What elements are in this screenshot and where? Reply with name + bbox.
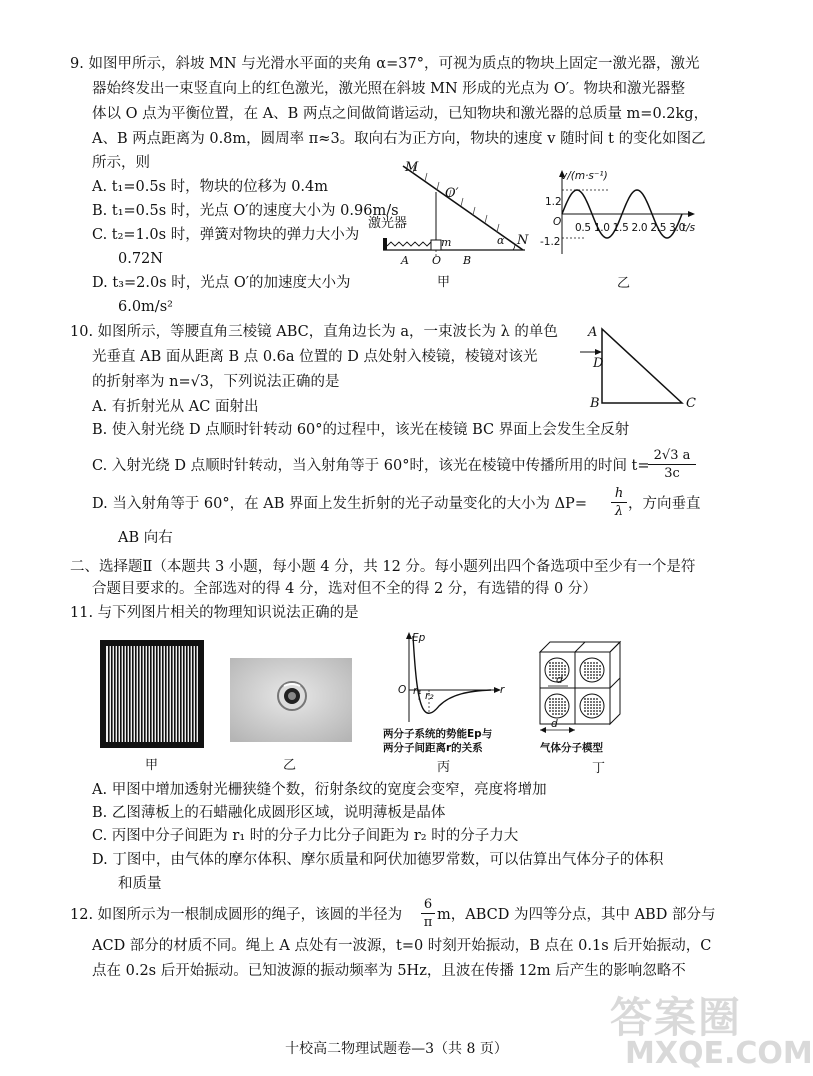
q10-prism-label-d: D	[593, 356, 604, 371]
q9-graph-y-min: -1.2	[540, 236, 561, 248]
q9-fig-label-laser: 激光器	[368, 216, 408, 231]
q9-fig-label-b: B	[463, 254, 472, 267]
section-2-heading: 二、选择题Ⅱ（本题共 3 小题，每小题 4 分，共 12 分。每小题列出四个备选项中至少有一个是符	[70, 559, 696, 575]
q11-curve-note-1: 两分子系统的势能Ep与	[383, 728, 493, 740]
q9-line-4: A、B 两点距离为 0.8m，圆周率 π≈3。取向右为正方向，物块的速度 v 随时间 t 的变化如图乙	[92, 131, 706, 147]
q9-graph-y-max: 1.2	[545, 196, 562, 208]
q10-prism-label-c: C	[686, 396, 696, 411]
q10-line-2: 光垂直 AB 面从距离 B 点 0.6a 位置的 D 点处射入棱镜，棱镜对该光	[92, 349, 538, 365]
q10-prism-label-b: B	[590, 396, 600, 411]
q11-caption-jia: 甲	[145, 758, 159, 773]
q12-line-2: ACD 部分的材质不同。绳上 A 点处有一波源，t=0 时刻开始振动，B 点在 0.1s 后开始振动，C	[92, 938, 712, 954]
q10-prism-label-a: A	[588, 325, 598, 340]
q9-line-2: 器始终发出一束竖直向上的红色激光，激光照在斜坡 MN 形成的光点为 O′。物块和激光器整	[92, 81, 686, 97]
q9-fig-label-a: A	[401, 254, 409, 267]
q12-radius-denominator: π	[423, 915, 433, 930]
q11-wax-plate-image	[230, 658, 352, 742]
page-footer: 十校高二物理试题卷—3（共 8 页）	[285, 1041, 508, 1057]
watermark-logo-top: 答案圈	[610, 993, 743, 1042]
q9-fig-caption-yi: 乙	[617, 276, 631, 291]
q9-line-1: 9. 如图甲所示，斜坡 MN 与光滑水平面的夹角 α=37°，可视为质点的物块上固定一激光器，激光	[70, 56, 700, 72]
q9-fig-label-o-prime: O′	[445, 186, 459, 201]
q11-option-a: A. 甲图中增加透射光栅狭缝个数，衍射条纹的宽度会变窄，亮度将增加	[92, 782, 547, 798]
q9-fig-caption-jia: 甲	[437, 275, 451, 290]
q9-option-c: C. t₂=1.0s 时，弹簧对物块的弹力大小为	[92, 227, 360, 243]
q12-line-1-tail: m，ABCD 为四等分点，其中 ABD 部分与	[437, 907, 716, 923]
q10-line-3: 的折射率为 n=√3，下列说法正确的是	[92, 374, 340, 390]
q11-curve-xlabel: r	[500, 684, 505, 696]
q9-option-d-cont: 6.0m/s²	[118, 299, 173, 315]
q11-option-b: B. 乙图薄板上的石蜡融化成圆形区域，说明薄板是晶体	[92, 805, 446, 821]
q9-fig-label-o: O	[432, 254, 442, 267]
q9-graph-origin: O	[553, 216, 562, 228]
q11-caption-bing: 丙	[437, 760, 451, 775]
q11-option-c: C. 丙图中分子间距为 r₁ 时的分子力比分子间距为 r₂ 时的分子力大	[92, 828, 519, 844]
q11-gas-model-figure	[528, 638, 628, 740]
q9-option-b: B. t₁=0.5s 时，光点 O′的速度大小为 0.96m/s	[92, 203, 399, 219]
q9-fig-label-m-point: M	[405, 160, 419, 175]
q10-option-d-tail: ，方向垂直	[628, 496, 701, 512]
q11-option-d-cont: 和质量	[118, 876, 162, 892]
q10-option-d: D. 当入射角等于 60°，在 AB 界面上发生折射的光子动量变化的大小为 ΔP=	[92, 496, 587, 512]
q11-caption-ding: 丁	[592, 761, 606, 776]
q11-model-d-label: d	[551, 718, 558, 730]
section-2-heading-cont: 合题目要求的。全部选对的得 4 分，选对但不全的得 2 分，有选错的得 0 分）	[92, 581, 597, 597]
q11-line-1: 11. 与下列图片相关的物理知识说法正确的是	[70, 605, 359, 621]
q11-model-note: 气体分子模型	[540, 742, 603, 754]
q11-potential-curve	[395, 630, 505, 725]
q10-line-1: 10. 如图所示，等腰直角三棱镜 ABC，直角边长为 a，一束波长为 λ 的单色	[70, 324, 558, 340]
q9-fig-label-n-point: N	[517, 233, 529, 248]
q10-option-d-cont: AB 向右	[118, 530, 173, 546]
q10-option-b: B. 使入射光绕 D 点顺时针转动 60°的过程中，该光在棱镜 BC 界面上会发生全反射	[92, 422, 630, 438]
watermark-logo-bottom: MXQE.COM	[625, 1036, 813, 1071]
q11-option-d: D. 丁图中，由气体的摩尔体积、摩尔质量和阿伏加德罗常数，可以估算出气体分子的体积	[92, 852, 664, 868]
q9-line-5: 所示，则	[92, 155, 150, 171]
q9-line-3: 体以 O 点为平衡位置，在 A、B 两点之间做简谐运动，已知物块和激光器的总质量 m=0.2kg，	[92, 106, 709, 122]
q9-graph-x-ticks: 0.5 1.0 1.5 2.0 2.5 3.0	[575, 222, 685, 234]
q9-fig-label-alpha: α	[497, 234, 505, 247]
q9-option-d: D. t₃=2.0s 时，光点 O′的加速度大小为	[92, 275, 351, 291]
q9-option-a: A. t₁=0.5s 时，物块的位移为 0.4m	[92, 179, 329, 195]
q11-curve-r1: r₁	[413, 685, 422, 697]
q10-option-d-numerator: h	[611, 486, 627, 503]
q10-option-c-numerator: 2√3 a	[648, 448, 696, 465]
q11-caption-yi: 乙	[283, 758, 297, 773]
q11-grating-image	[100, 640, 204, 748]
q9-fig-label-mass: m	[441, 236, 452, 249]
q9-graph-xlabel: t/s	[682, 222, 696, 234]
q10-option-d-denominator: λ	[614, 504, 624, 519]
q12-radius-numerator: 6	[421, 897, 435, 914]
q11-curve-note-2: 两分子间距离r的关系	[383, 742, 483, 754]
q11-curve-origin: O	[398, 684, 407, 696]
q9-option-c-cont: 0.72N	[118, 251, 163, 267]
q12-line-3: 点在 0.2s 后开始振动。已知波源的振动频率为 5Hz，且波在传播 12m 后产生的影响忽略不	[92, 963, 686, 979]
q11-model-d-label-inner: d	[556, 674, 563, 686]
q11-curve-r2: r₂	[425, 690, 434, 702]
q12-line-1: 12. 如图所示为一根制成圆形的绳子，该圆的半径为	[70, 907, 403, 923]
q9-figure-yi	[540, 170, 700, 260]
q10-option-c: C. 入射光绕 D 点顺时针转动，当入射角等于 60°时，该光在棱镜中传播所用的时间 t=	[92, 458, 650, 474]
q11-curve-ylabel: Ep	[412, 632, 426, 644]
q10-option-a: A. 有折射光从 AC 面射出	[92, 399, 259, 415]
q9-graph-ylabel: v/(m·s⁻¹)	[561, 170, 608, 182]
q10-option-c-denominator: 3c	[664, 466, 680, 481]
